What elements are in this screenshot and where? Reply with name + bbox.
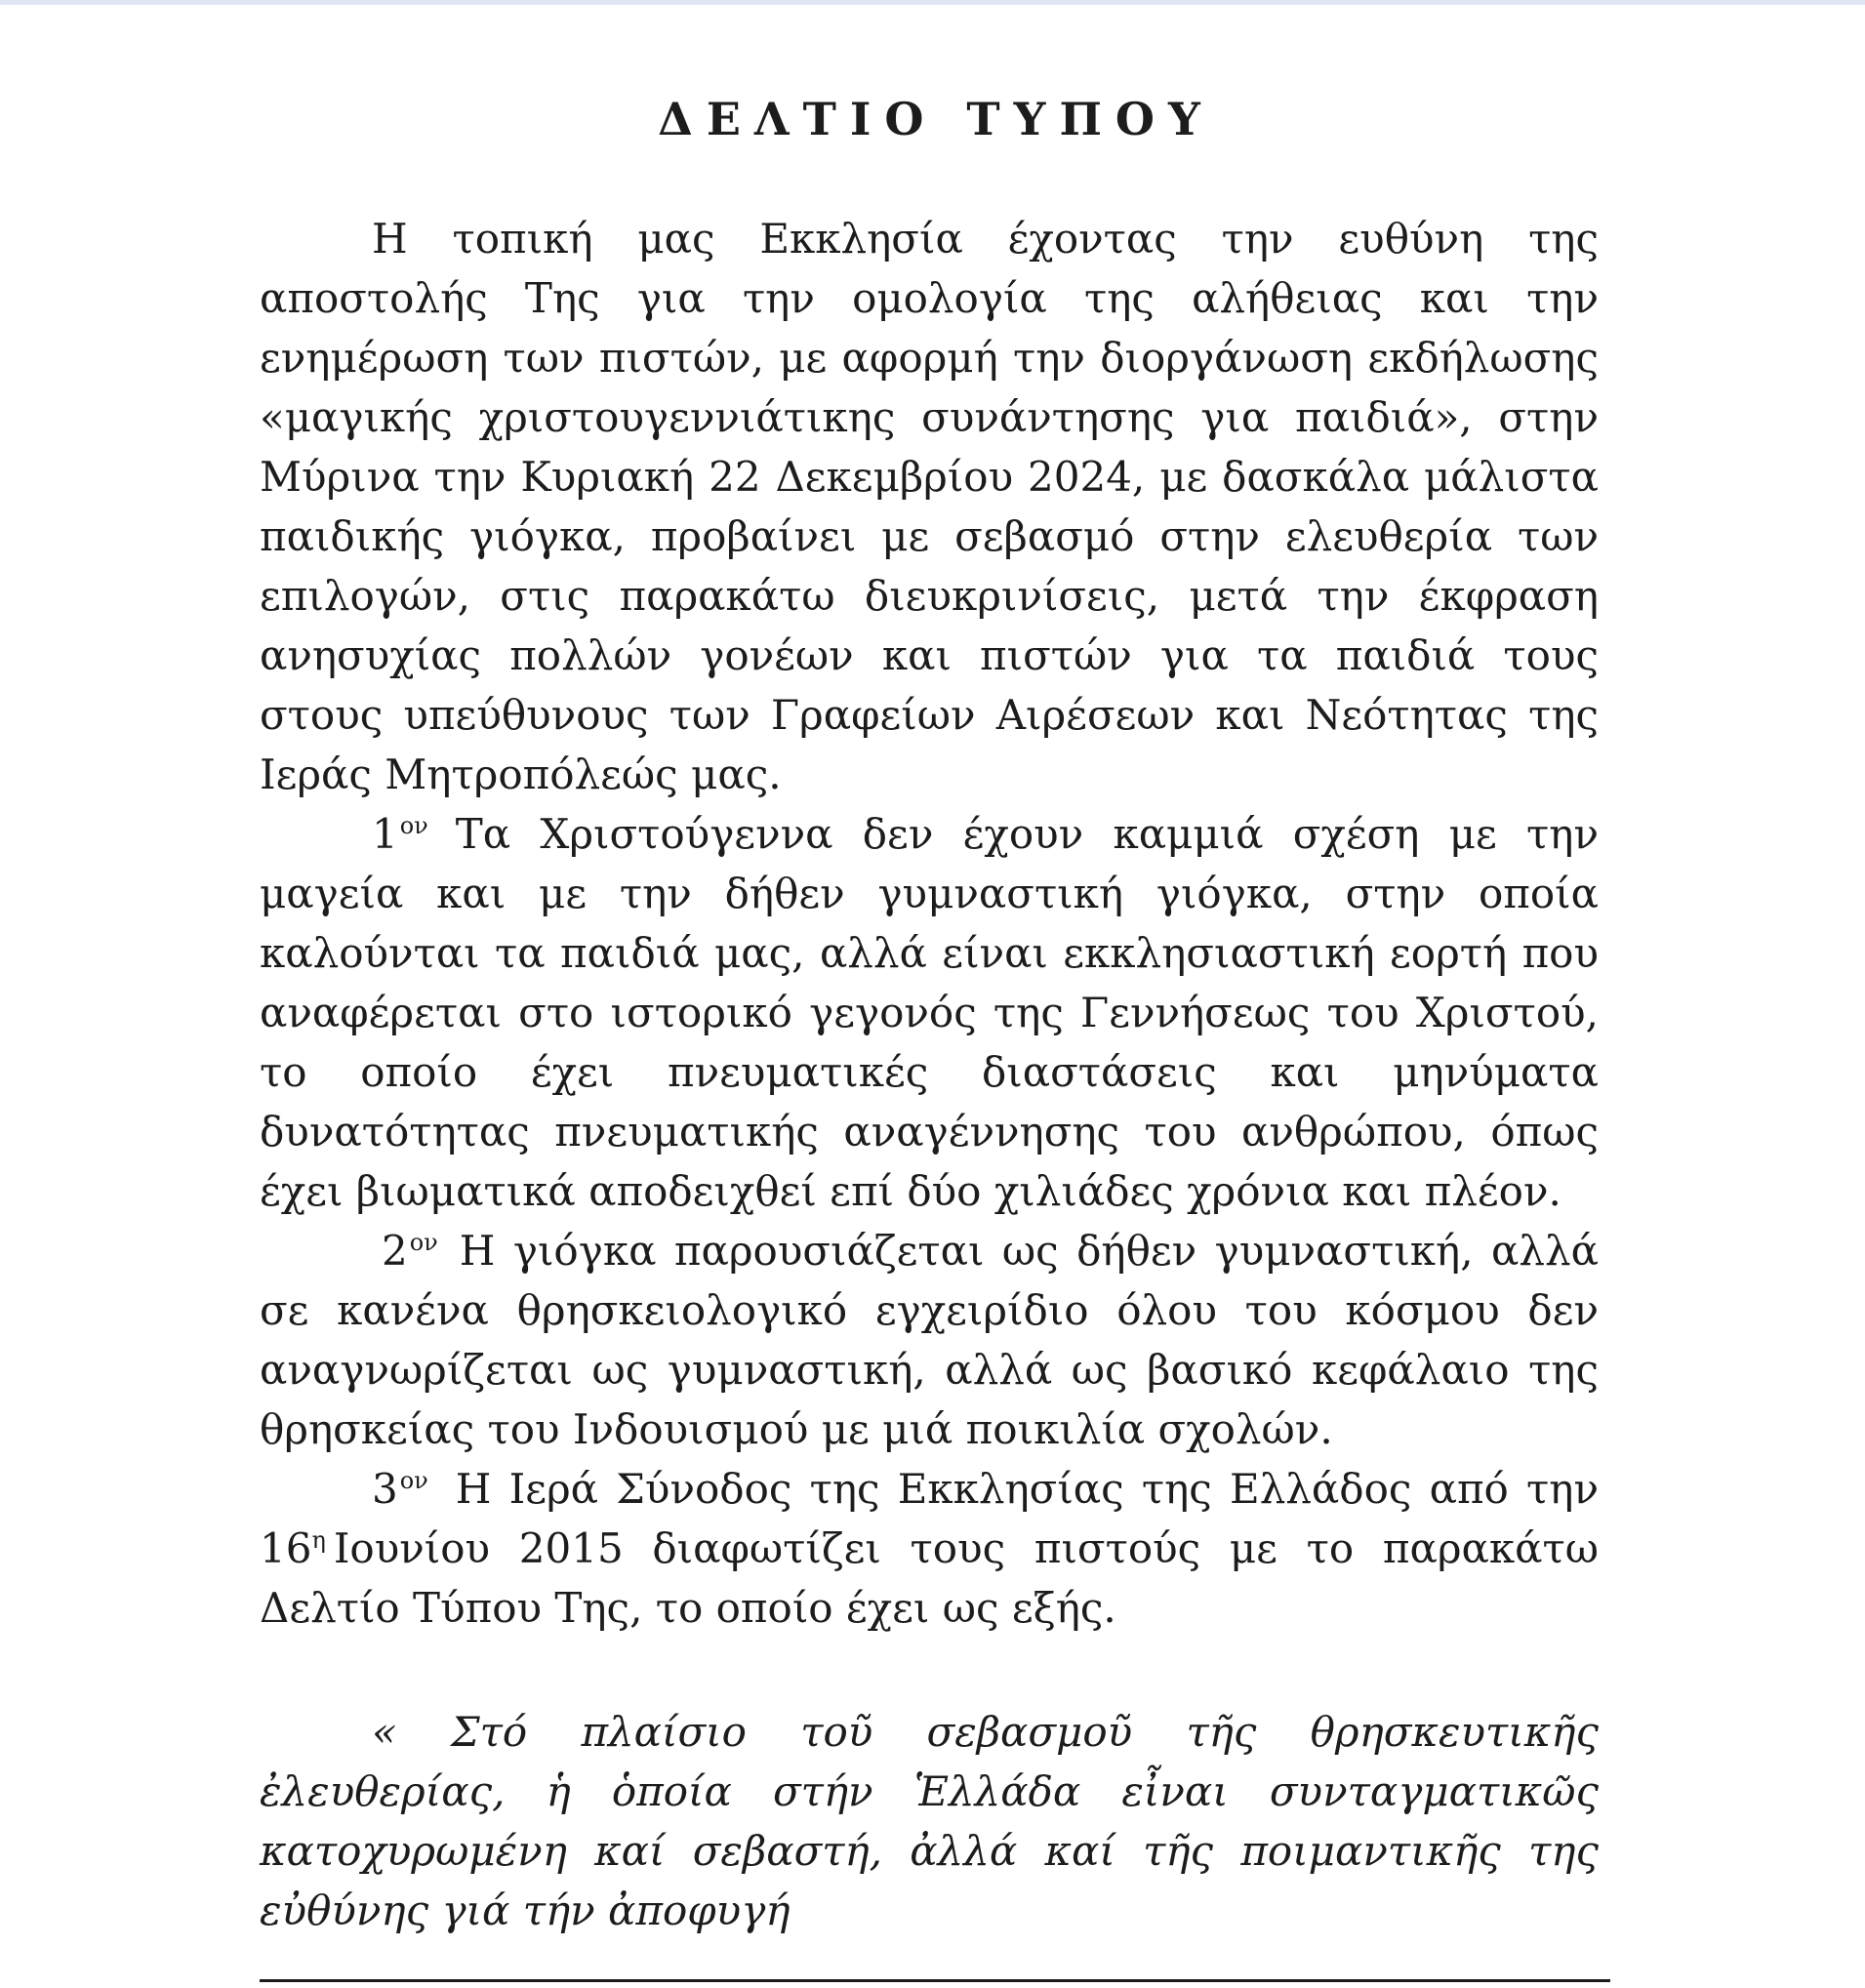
paragraph-number: 3: [372, 1465, 398, 1513]
paragraph-text: Τα Χριστούγεννα δεν έχουν καμμιά σχέση με την μαγεία και με την δήθεν γυμναστική γιόγκα, στην οποία καλούνται τα παιδιά μας, αλλά είναι εκκλησιαστική εορτή που αναφέρεται στο ιστορικό γεγονός της Γεννήσεως του Χριστού, το οποίο έχει πνευματικές διαστάσεις και μηνύματα δυνατότητας πνευματικής αναγέννησης του ανθρώπου, όπως έχει βιωματικά αποδειχθεί επί δύο χιλιάδες χρόνια και πλέον.: [260, 810, 1599, 1215]
document-page: [260, 0, 1599, 1988]
paragraph-ordinal: ον: [399, 1467, 428, 1494]
paragraph-number: 1: [372, 810, 398, 858]
date-ordinal: η: [311, 1526, 326, 1554]
paragraph-text-continued: Ιουνίου 2015 διαφωτίζει τους πιστούς με το παρακάτω Δελτίο Τύπου Της, το οποίο έχει ως εξής.: [260, 1524, 1599, 1632]
intro-paragraph: Η τοπική μας Εκκλησία έχοντας την ευθύνη της αποστολής Της για την ομολογία της αλήθειας και την ενημέρωση των πιστών, με αφορμή την διοργάνωση εκδήλωσης «μαγικής χριστουγεννιάτικης συνάντησης για παιδιά», στην Μύρινα την Κυριακή 22 Δεκεμβρίου 2024, με δασκάλα μάλιστα παιδικής γιόγκα, προβαίνει με σεβασμό στην ελευθερία των επιλογών, στις παρακάτω διευκρινίσεις, μετά την έκφραση ανησυχίας πολλών γονέων και πιστών για τα παιδιά τους στους υπεύθυνους των Γραφείων Αιρέσεων και Νεότητας της Ιεράς Μητροπόλεώς μας.: [260, 215, 1599, 798]
paragraph-text: Η Ιερά Σύνοδος της Εκκλησίας της Ελλάδος από την: [455, 1465, 1599, 1513]
numbered-paragraph-2: [260, 1221, 1599, 1459]
document-body: [260, 209, 1599, 1638]
paragraph-ordinal: ον: [399, 812, 428, 839]
paragraph-number: 2: [382, 1227, 408, 1275]
date-day: 16: [260, 1524, 312, 1572]
paragraph-ordinal: ον: [409, 1229, 438, 1256]
footnote-divider: [260, 1979, 1610, 1982]
quoted-press-release: « Στό πλαίσιο τοῦ σεβασμοῦ τῆς θρησκευτικῆς ἐλευθερίας, ἡ ὁποία στήν Ἑλλάδα εἶναι συνταγματικῶς κατοχυρωμένη καί σεβαστή, ἀλλά καί τῆς ποιμαντικῆς της εὐθύνης γιά τήν ἀποφυγή: [260, 1708, 1599, 1934]
numbered-paragraph-1: [260, 804, 1599, 1221]
paragraph-text: Η γιόγκα παρουσιάζεται ως δήθεν γυμναστική, αλλά σε κανένα θρησκειολογικό εγχειρίδιο όλου του κόσμου δεν αναγνωρίζεται ως γυμναστική, αλλά ως βασικό κεφάλαιο της θρησκείας του Ινδουισμού με μιά ποικιλία σχολών.: [260, 1227, 1599, 1453]
numbered-paragraph-3: [260, 1459, 1599, 1638]
document-title: ΔΕΛΤΙΟ ΤΥΠΟΥ: [658, 93, 1214, 145]
